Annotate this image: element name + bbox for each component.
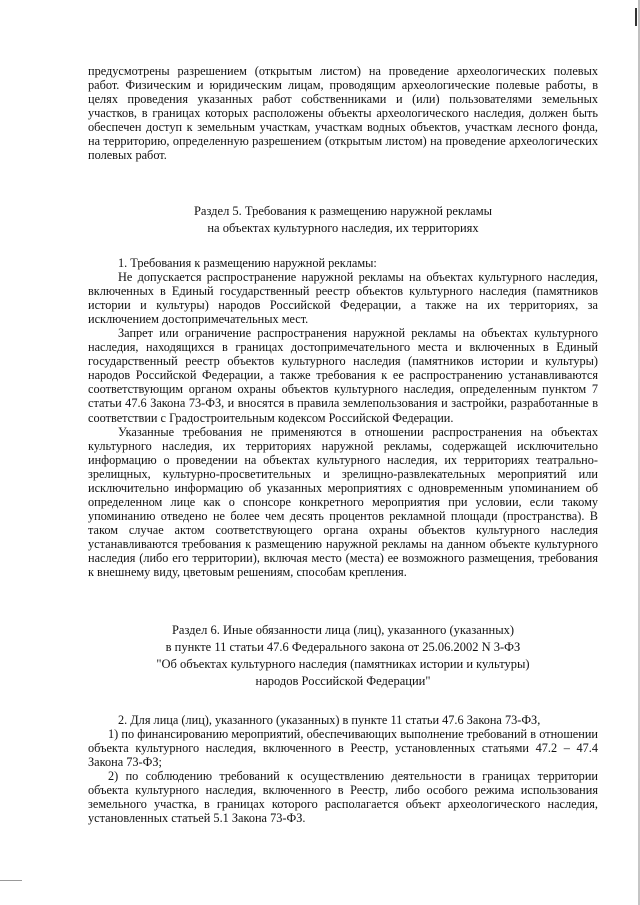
- section5-heading-line1: Раздел 5. Требования к размещению наружной рекламы: [193, 204, 493, 218]
- intro-paragraph-block: [88, 64, 598, 162]
- section5-paragraph: Указанные требования не применяются в отношении распространения на объектах культурного наследия, их территориях наружной рекламы, содержащей исключительно информацию о проведении на объектах культурного наследия, их территориях театрально-зрелищных, культурно-просветительных и зрелищно-развлекательных мероприятий или исключительно информацию об указанных мероприятиях с одновременным упоминанием об определенном лице как о спонсоре конкретного мероприятия при условии, если такому упоминанию отведено не более чем десять процентов рекламной площади (пространства). В таком случае актом соответствующего органа охраны объектов культурного наследия устанавливаются требования к размещению наружной рекламы на данном объекте культурного наследия (либо его территории), включая место (места) ее возможного размещения, требования к внешнему виду, цветовым решениям, способам крепления.: [88, 424, 598, 580]
- section5-body: [88, 256, 598, 579]
- section6-subitem: 2) по соблюдению требований к осуществлению деятельности в границах территории объекта культурного наследия, включенного в Реестр, либо особого режима использования земельного участка, в границах которого располагается объект археологического наследия, установленных статьей 5.1 Закона 73-ФЗ.: [88, 769, 598, 826]
- section6-heading: [88, 622, 598, 690]
- section6-heading-line4: народов Российской Федерации": [255, 674, 431, 688]
- section6-body: [88, 713, 598, 825]
- section6-heading-line1: Раздел 6. Иные обязанности лица (лиц), указанного (указанных): [171, 623, 515, 637]
- section6-item2-title: 2. Для лица (лиц), указанного (указанных) в пункте 11 статьи 47.6 Закона 73-ФЗ,: [118, 713, 541, 727]
- section6-subitem: 1) по финансированию мероприятий, обеспечивающих выполнение требований в отношении объекта культурного наследия, включенного в Реестр, установленных статьями 47.2 – 47.4 Закона 73-ФЗ;: [88, 727, 598, 770]
- section6-heading-line2: в пункте 11 статьи 47.6 Федерального закона от 25.06.2002 N 3-ФЗ: [165, 640, 521, 654]
- section5-paragraph: Не допускается распространение наружной рекламы на объектах культурного наследия, включенных в Единый государственный реестр объектов культурного наследия (памятников истории и культуры) народов Российской Федерации, а также на их территориях, за исключением достопримечательных мест.: [88, 270, 598, 327]
- section5-item1-title: 1. Требования к размещению наружной рекламы:: [118, 256, 377, 270]
- section5-heading-line2: на объектах культурного наследия, их территориях: [207, 221, 479, 235]
- section5-heading: [88, 203, 598, 237]
- section6-heading-line3: "Об объектах культурного наследия (памятниках истории и культуры): [156, 657, 530, 671]
- scan-mark: [635, 8, 637, 26]
- scan-mark: [0, 880, 22, 881]
- intro-paragraph: предусмотрены разрешением (открытым листом) на проведение археологических полевых работ. Физическим и юридическим лицам, проводящим археологические полевые работы, в целях проведения указанных работ собственниками и (или) пользователями земельных участков, в границах которых расположены объекты археологического наследия, должен быть обеспечен доступ к земельным участкам, участкам водных объектов, участкам лесного фонда, на территорию, определенную разрешением (открытым листом) на проведение археологических полевых работ.: [88, 64, 598, 163]
- section5-paragraph: Запрет или ограничение распространения наружной рекламы на объектах культурного наследия, находящихся в границах достопримечательного места и включенных в Единый государственный реестр объектов культурного наследия (памятников истории и культуры) народов Российской Федерации, а также требования к ее распространению устанавливаются соответствующим органом охраны объектов культурного наследия, определенным пунктом 7 статьи 47.6 Закона 73-ФЗ, и вносятся в правила землепользования и застройки, разработанные в соответствии с Градостроительным кодексом Российской Федерации.: [88, 326, 598, 425]
